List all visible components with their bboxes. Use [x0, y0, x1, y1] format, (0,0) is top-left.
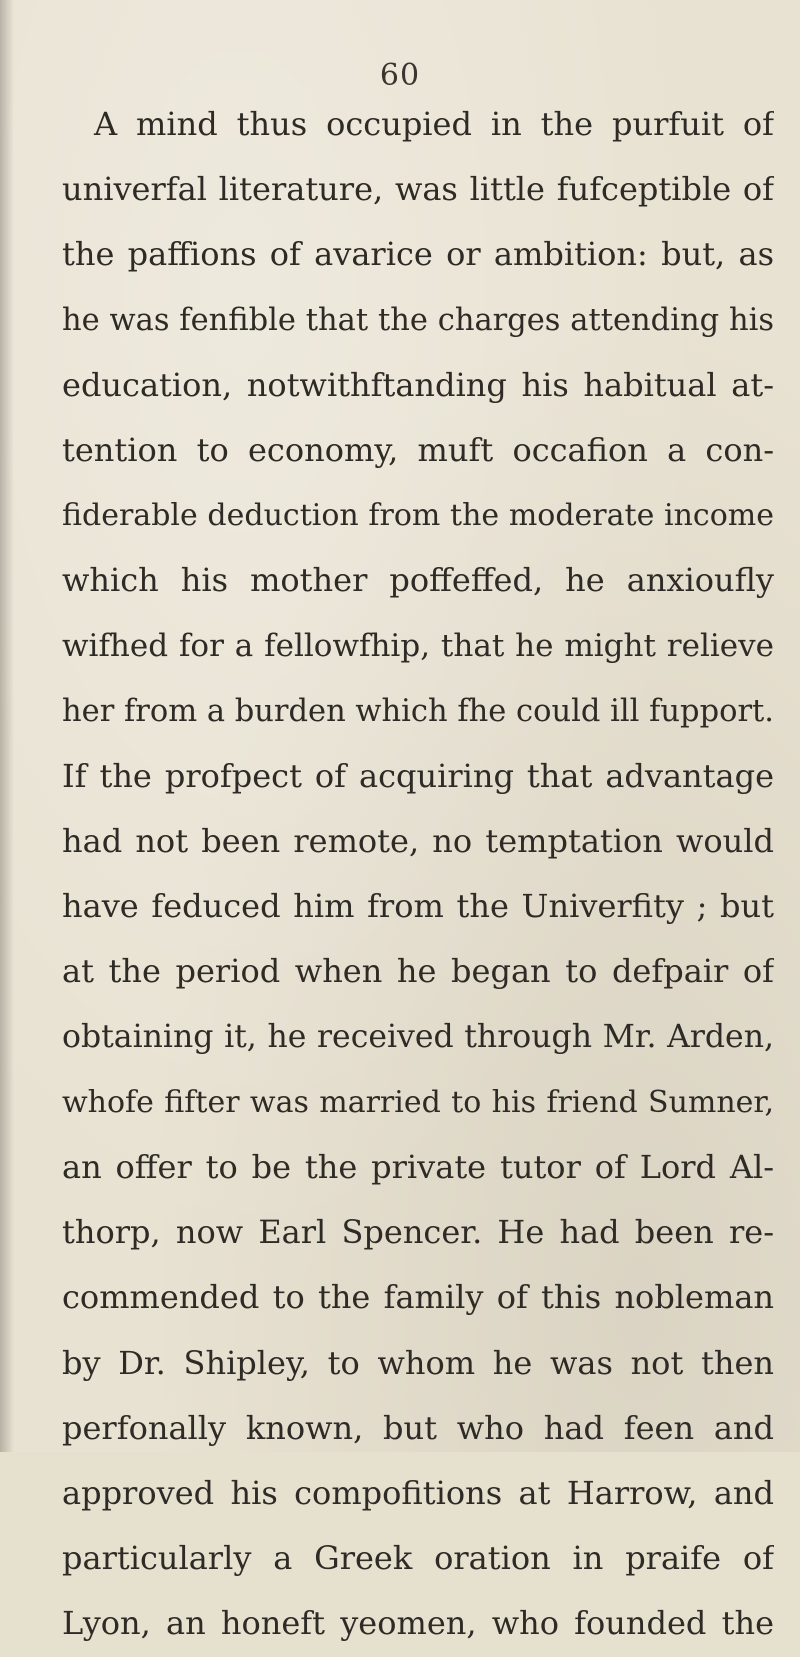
text-line: education, notwithftanding his habitual at-: [62, 365, 774, 404]
page-number: 60: [379, 58, 421, 93]
text-line: Lyon, an honeft yeomen, who founded the: [62, 1604, 774, 1643]
text-line: univerfal literature, was little fufceptible of: [62, 170, 774, 209]
text-line: thorp, now Earl Spencer. He had been re-: [62, 1213, 774, 1252]
text-line: the paffions of avarice or ambition: but, as: [62, 235, 774, 274]
text-line: had not been remote, no temptation would: [62, 822, 774, 861]
text-line: at the period when he began to defpair of: [62, 952, 774, 991]
text-line: A mind thus occupied in the purfuit of: [94, 105, 774, 143]
text-line: wifhed for a fellowfhip, that he might relieve: [62, 627, 774, 664]
text-line: have feduced him from the Univerfity ; but: [62, 887, 774, 926]
text-line: her from a burden which fhe could ill fupport.: [62, 693, 774, 729]
page-left-edge-shadow: [0, 0, 14, 1452]
text-line: obtaining it, he received through Mr. Arden,: [62, 1018, 774, 1055]
text-line: tention to economy, muft occafion a con-: [62, 430, 774, 469]
text-line: If the profpect of acquiring that advantage: [62, 756, 774, 795]
text-line: fiderable deduction from the moderate income: [62, 498, 774, 534]
text-line: perfonally known, but who had feen and: [62, 1408, 774, 1447]
text-line: by Dr. Shipley, to whom he was not then: [62, 1343, 774, 1382]
body-text: [62, 92, 774, 1657]
text-line: which his mother poffeffed, he anxioufly: [62, 561, 774, 600]
text-line: an offer to be the private tutor of Lord Al-: [62, 1148, 774, 1186]
text-line: he was fenfible that the charges attending his: [62, 302, 774, 338]
text-line: commended to the family of this nobleman: [62, 1278, 774, 1317]
text-line: approved his compofitions at Harrow, and: [62, 1473, 774, 1512]
text-line: particularly a Greek oration in praife of: [62, 1539, 774, 1578]
text-line: whofe fifter was married to his friend Sumner,: [62, 1084, 774, 1120]
